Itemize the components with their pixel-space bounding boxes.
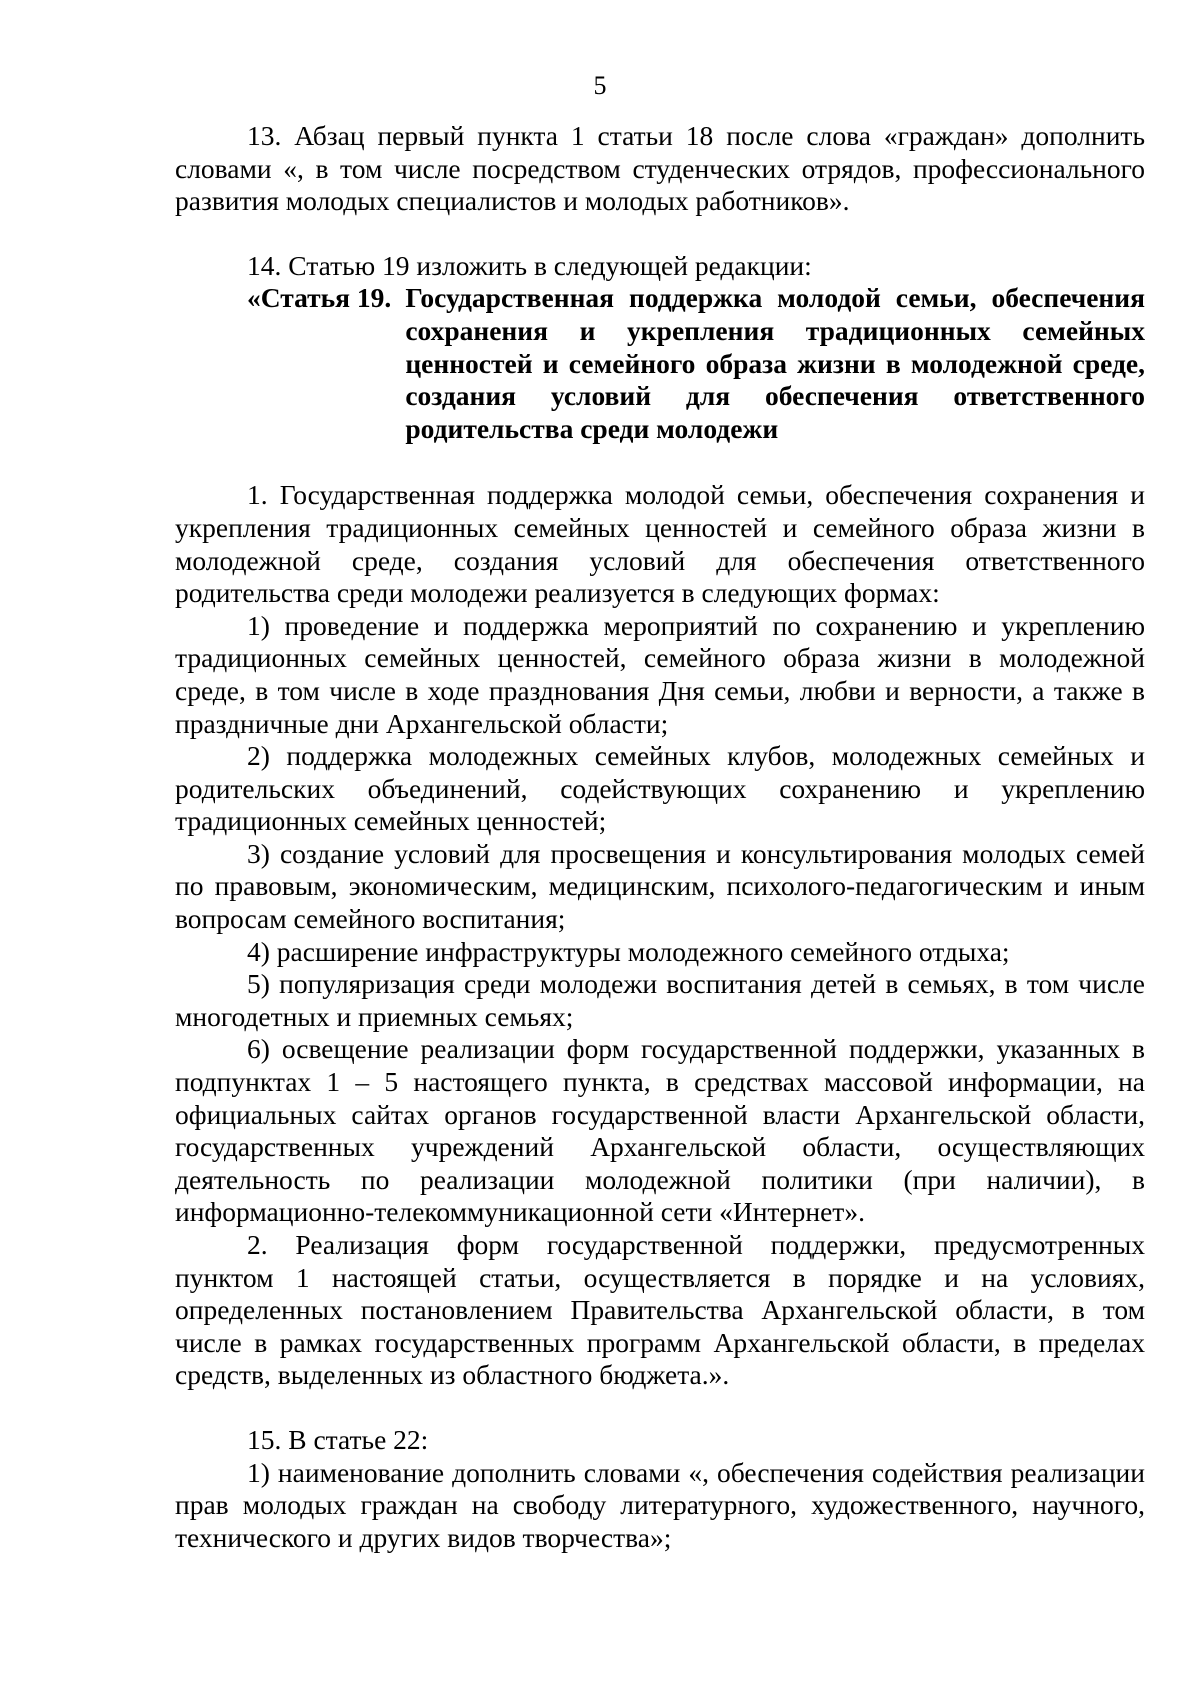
paragraph-spacer [175, 1392, 1145, 1424]
paragraph-14: 14. Статью 19 изложить в следующей редакции: [247, 249, 812, 281]
document-body [175, 120, 1145, 1554]
article-19-subpoint-5: 5) популяризация среди молодежи воспитания детей в семьях, в том числе многодетных и приемных семьях; [175, 968, 1145, 1032]
article-19-subpoint-1: 1) проведение и поддержка мероприятий по сохранению и укреплению традиционных семейных ценностей, семейного образа жизни в молодежной среде, в том числе в ходе празднования Дня семьи, любви и верности, а также в праздничные дни Архангельской области; [175, 609, 1145, 739]
article-19-subpoint-3: 3) создание условий для просвещения и консультирования молодых семей по правовым, экономическим, медицинским, психолого-педагогическим и иным вопросам семейного воспитания; [175, 837, 1145, 935]
paragraph-spacer [175, 445, 1145, 479]
article-19-label: «Статья 19. [247, 282, 392, 314]
article-19-title: Государственная поддержка молодой семьи, обеспечения сохранения и укрепления традиционных семейных ценностей и семейного образа жизни в молодежной среде, создания условий для обеспечения ответственного родительства среди молодежи [405, 282, 1145, 444]
article-19-subpoint-2: 2) поддержка молодежных семейных клубов, молодежных семейных и родительских объединений, содействующих сохранению и укреплению традиционных семейных ценностей; [175, 740, 1145, 837]
article-19-subpoint-4: 4) расширение инфраструктуры молодежного семейного отдыха; [247, 935, 1010, 967]
paragraph-15: 15. В статье 22: [247, 1423, 429, 1455]
page-number: 5 [593, 71, 607, 100]
article-19-point-1: 1. Государственная поддержка молодой семьи, обеспечения сохранения и укрепления традиционных семейных ценностей и семейного образа жизни в молодежной среде, создания условий для обеспечения ответственного родительства среди молодежи реализуется в следующих формах: [175, 479, 1145, 609]
paragraph-15-subpoint-1: 1) наименование дополнить словами «, обеспечения содействия реализации прав молодых граждан на свободу литературного, художественного, научного, технического и других видов творчества»; [175, 1456, 1145, 1553]
paragraph-13: 13. Абзац первый пункта 1 статьи 18 после слова «граждан» дополнить словами «, в том числе посредством студенческих отрядов, профессионального развития молодых специалистов и молодых работников». [175, 120, 1145, 217]
article-19-point-2: 2. Реализация форм государственной поддержки, предусмотренных пунктом 1 настоящей статьи, осуществляется в порядке и на условиях, определенных постановлением Правительства Архангельской области, в том числе в рамках государственных программ Архангельской области, в пределах средств, выделенных из областного бюджета.». [175, 1229, 1145, 1391]
article-19-heading [175, 282, 1145, 445]
article-19-subpoint-6: 6) освещение реализации форм государственной поддержки, указанных в подпунктах 1 – 5 настоящего пункта, в средствах массовой информации, на официальных сайтах органов государственной власти Архангельской области, государственных учреждений Архангельской области, осуществляющих деятельность по реализации молодежной политики (при наличии), в информационно-телекоммуникационной сети «Интернет». [175, 1033, 1145, 1228]
paragraph-spacer [175, 218, 1145, 250]
